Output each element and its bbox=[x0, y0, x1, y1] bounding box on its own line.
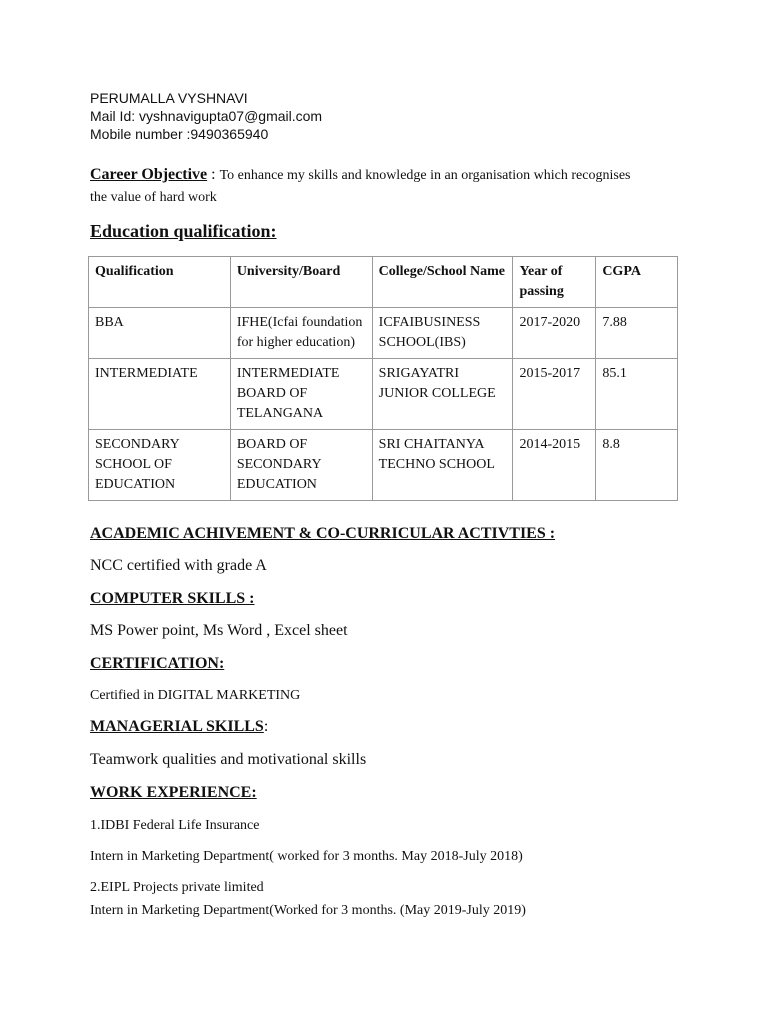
managerial-heading: MANAGERIAL SKILLS bbox=[90, 718, 264, 735]
education-heading: Education qualification: bbox=[90, 221, 277, 241]
table-cell: BOARD OF SECONDARY EDUCATION bbox=[230, 430, 372, 501]
table-cell: SRI CHAITANYA TECHNO SCHOOL bbox=[372, 430, 513, 501]
career-objective-separator: : bbox=[207, 166, 220, 183]
table-cell: 85.1 bbox=[596, 359, 678, 430]
education-table bbox=[88, 256, 678, 501]
table-cell: INTERMEDIATE bbox=[89, 359, 231, 430]
table-row bbox=[89, 430, 678, 501]
job1-title: 1.IDBI Federal Life Insurance bbox=[90, 818, 260, 833]
career-objective-label: Career Objective bbox=[90, 166, 208, 183]
table-cell: SRIGAYATRI JUNIOR COLLEGE bbox=[372, 359, 513, 430]
table-cell: 2015-2017 bbox=[513, 359, 596, 430]
career-objective-text: To enhance my skills and knowledge in an organisation which recognises bbox=[219, 168, 631, 183]
table-header-row bbox=[89, 257, 678, 308]
table-cell: BBA bbox=[89, 308, 231, 359]
job1-description: Intern in Marketing Department( worked for 3 months. May 2018-July 2018) bbox=[90, 849, 523, 864]
certification-text: Certified in DIGITAL MARKETING bbox=[90, 688, 301, 703]
email-line: Mail Id: vyshnavigupta07@gmail.com bbox=[90, 108, 323, 124]
table-cell: SECONDARY SCHOOL OF EDUCATION bbox=[89, 430, 231, 501]
work-experience-heading: WORK EXPERIENCE: bbox=[90, 784, 257, 801]
column-header: College/School Name bbox=[372, 257, 513, 308]
table-row bbox=[89, 308, 678, 359]
table-cell: 8.8 bbox=[596, 430, 678, 501]
column-header: CGPA bbox=[596, 257, 678, 308]
candidate-name: PERUMALLA VYSHNAVI bbox=[90, 90, 248, 106]
managerial-text: Teamwork qualities and motivational skills bbox=[90, 751, 367, 768]
managerial-heading-line bbox=[90, 718, 268, 736]
table-cell: 2017-2020 bbox=[513, 308, 596, 359]
academic-text: NCC certified with grade A bbox=[90, 557, 267, 574]
job2-title: 2.EIPL Projects private limited bbox=[90, 880, 264, 895]
column-header: Qualification bbox=[89, 257, 231, 308]
table-cell: INTERMEDIATE BOARD OF TELANGANA bbox=[230, 359, 372, 430]
career-objective bbox=[90, 166, 630, 184]
column-header: University/Board bbox=[230, 257, 372, 308]
career-objective-text-continued: the value of hard work bbox=[90, 190, 217, 205]
table-row bbox=[89, 359, 678, 430]
mobile-line: Mobile number :9490365940 bbox=[90, 126, 269, 142]
table-cell: 2014-2015 bbox=[513, 430, 596, 501]
job2-description: Intern in Marketing Department(Worked for 3 months. (May 2019-July 2019) bbox=[90, 903, 526, 918]
managerial-heading-colon: : bbox=[263, 718, 269, 735]
table-cell: IFHE(Icfai foundation for higher education) bbox=[230, 308, 372, 359]
table-cell: ICFAIBUSINESS SCHOOL(IBS) bbox=[372, 308, 513, 359]
academic-heading: ACADEMIC ACHIVEMENT & CO-CURRICULAR ACTIVTIES : bbox=[90, 525, 556, 542]
certification-heading: CERTIFICATION: bbox=[90, 655, 225, 672]
column-header: Year of passing bbox=[513, 257, 596, 308]
computer-skills-heading: COMPUTER SKILLS : bbox=[90, 590, 255, 607]
computer-skills-text: MS Power point, Ms Word , Excel sheet bbox=[90, 622, 348, 639]
table-cell: 7.88 bbox=[596, 308, 678, 359]
